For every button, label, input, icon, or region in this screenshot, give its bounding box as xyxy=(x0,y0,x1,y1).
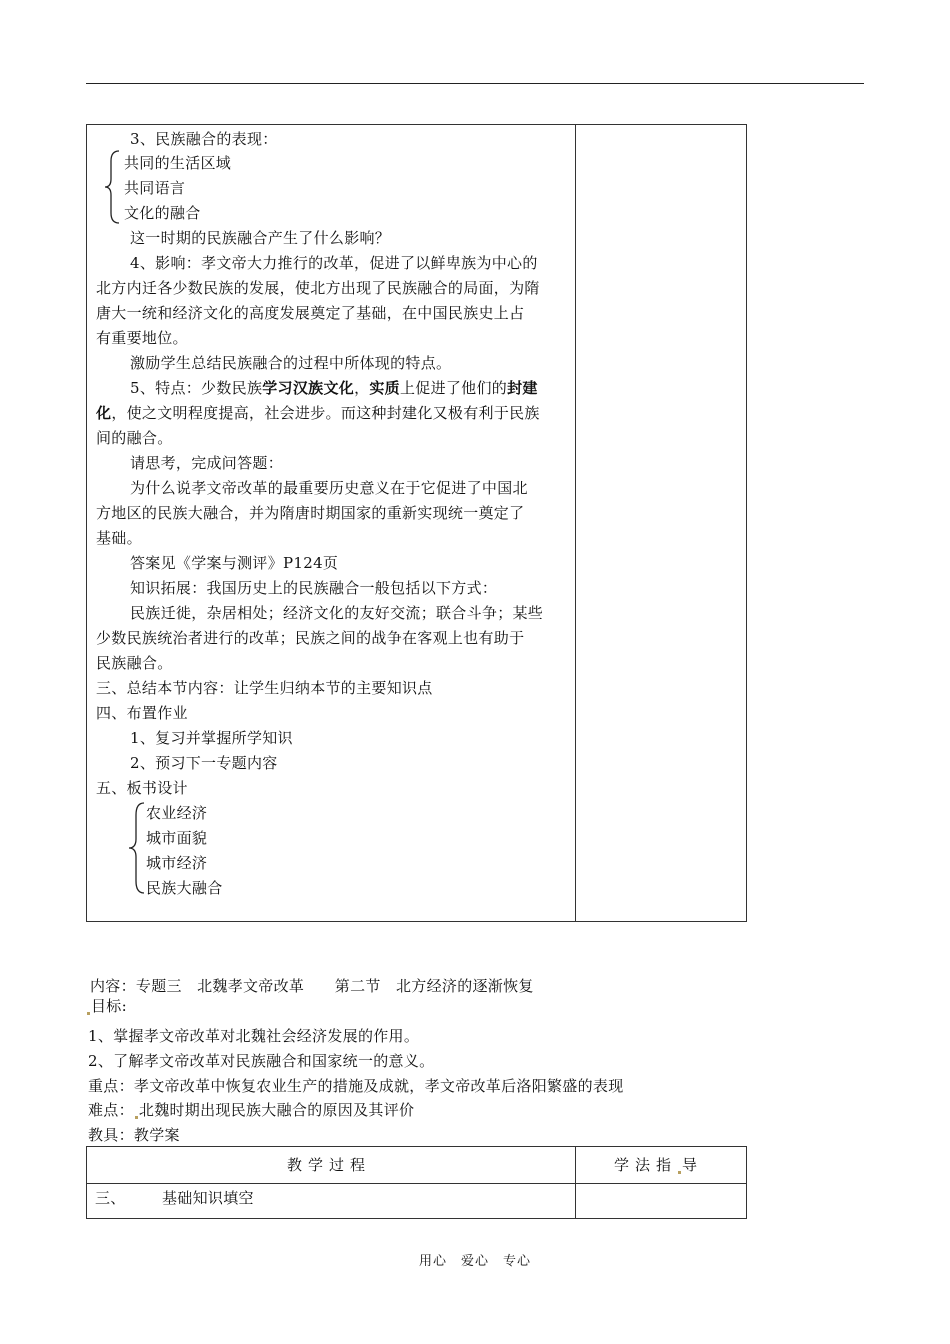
mark-dot xyxy=(678,1171,681,1174)
bold-text: 学习汉族文化 xyxy=(262,379,355,397)
text-line: 共同的生活区域 xyxy=(124,154,232,172)
row-number: 三、 xyxy=(95,1189,126,1207)
text-line: 城市面貌 xyxy=(146,829,208,847)
upper-table-divider xyxy=(575,124,576,922)
mark-dot xyxy=(87,1012,90,1015)
bold-text: 化 xyxy=(96,404,112,422)
text-line: 共同语言 xyxy=(124,179,186,197)
text-line: 农业经济 xyxy=(146,804,208,822)
text-line: 唐大一统和经济文化的高度发展奠定了基础，在中国民族史上占 xyxy=(96,304,525,322)
lower-table-row-rule xyxy=(86,1183,747,1184)
text-line: 基础。 xyxy=(96,529,142,547)
text-line: 1、复习并掌握所学知识 xyxy=(130,729,293,747)
text-line: 三、总结本节内容：让学生归纳本节的主要知识点 xyxy=(96,679,433,697)
text-line: 有重要地位。 xyxy=(96,329,188,347)
text-line: 4、影响：孝文帝大力推行的改革，促进了以鲜卑族为中心的 xyxy=(130,254,538,272)
text-line: 四、布置作业 xyxy=(96,704,188,722)
text-line: 知识拓展：我国历史上的民族融合一般包括以下方式： xyxy=(130,579,498,597)
row-text: 基础知识填空 xyxy=(162,1189,254,1207)
text-line: 民族迁徙，杂居相处；经济文化的友好交流；联合斗争；某些 xyxy=(130,604,544,622)
text-line: 这一时期的民族融合产生了什么影响？ xyxy=(130,229,391,247)
col-header-process: 教学过程 xyxy=(287,1156,372,1174)
header-rule xyxy=(86,83,864,84)
text-line: 民族大融合 xyxy=(146,879,223,897)
text-segment: 5、特点：少数民族 xyxy=(130,379,263,397)
lesson-goal-2: 2、了解孝文帝改革对民族融合和国家统一的意义。 xyxy=(88,1052,435,1070)
page-footer: 用心 爱心 专心 xyxy=(418,1254,531,1269)
lesson-difficulty: 难点： 北魏时期出现民族大融合的原因及其评价 xyxy=(88,1101,415,1119)
text-line: 少数民族统治者进行的改革；民族之间的战争在客观上也有助于 xyxy=(96,629,525,647)
text-line: 五、板书设计 xyxy=(96,779,188,797)
lesson-key-points: 重点：孝文帝改革中恢复农业生产的措施及成就，孝文帝改革后洛阳繁盛的表现 xyxy=(88,1077,624,1095)
text-line: 3、民族融合的表现： xyxy=(130,130,278,148)
text-segment: 上促进了他们的 xyxy=(399,379,508,397)
text-line: 北方内迁各少数民族的发展，使北方出现了民族融合的局面，为隋 xyxy=(96,279,540,297)
text-line: 文化的融合 xyxy=(124,204,201,222)
lesson-tools: 教具：教学案 xyxy=(88,1126,180,1144)
text-line-mixed xyxy=(96,404,540,422)
text-segment: ，使之文明程度提高，社会进步。而这种封建化又极有利于民族 xyxy=(111,404,540,422)
lesson-goal-1: 1、掌握孝文帝改革对北魏社会经济发展的作用。 xyxy=(88,1027,420,1045)
bold-text: 实质 xyxy=(369,379,400,397)
text-line: 为什么说孝文帝改革的最重要历史意义在于它促进了中国北 xyxy=(130,479,528,497)
text-line: 请思考，完成问答题： xyxy=(130,454,284,472)
brace-icon xyxy=(126,801,146,895)
brace-icon xyxy=(103,149,123,225)
text-line: 城市经济 xyxy=(146,854,208,872)
lesson-goal-label: 目标: xyxy=(86,997,127,1015)
text-line: 民族融合。 xyxy=(96,654,173,672)
text-line: 间的融合。 xyxy=(96,429,173,447)
text-segment: ， xyxy=(354,379,370,397)
text-line-mixed xyxy=(130,379,538,397)
text-line: 方地区的民族大融合，并为隋唐时期国家的重新实现统一奠定了 xyxy=(96,504,525,522)
bold-text: 封建 xyxy=(507,379,538,397)
col-header-method: 学法指 导 xyxy=(614,1156,704,1174)
lesson-content: 内容：专题三 北魏孝文帝改革 第二节 北方经济的逐渐恢复 xyxy=(90,977,534,995)
text-line: 激励学生总结民族融合的过程中所体现的特点。 xyxy=(130,354,452,372)
text-line: 答案见《学案与测评》P124页 xyxy=(130,554,339,572)
text-line: 2、预习下一专题内容 xyxy=(130,754,278,772)
mark-dot xyxy=(135,1116,138,1119)
